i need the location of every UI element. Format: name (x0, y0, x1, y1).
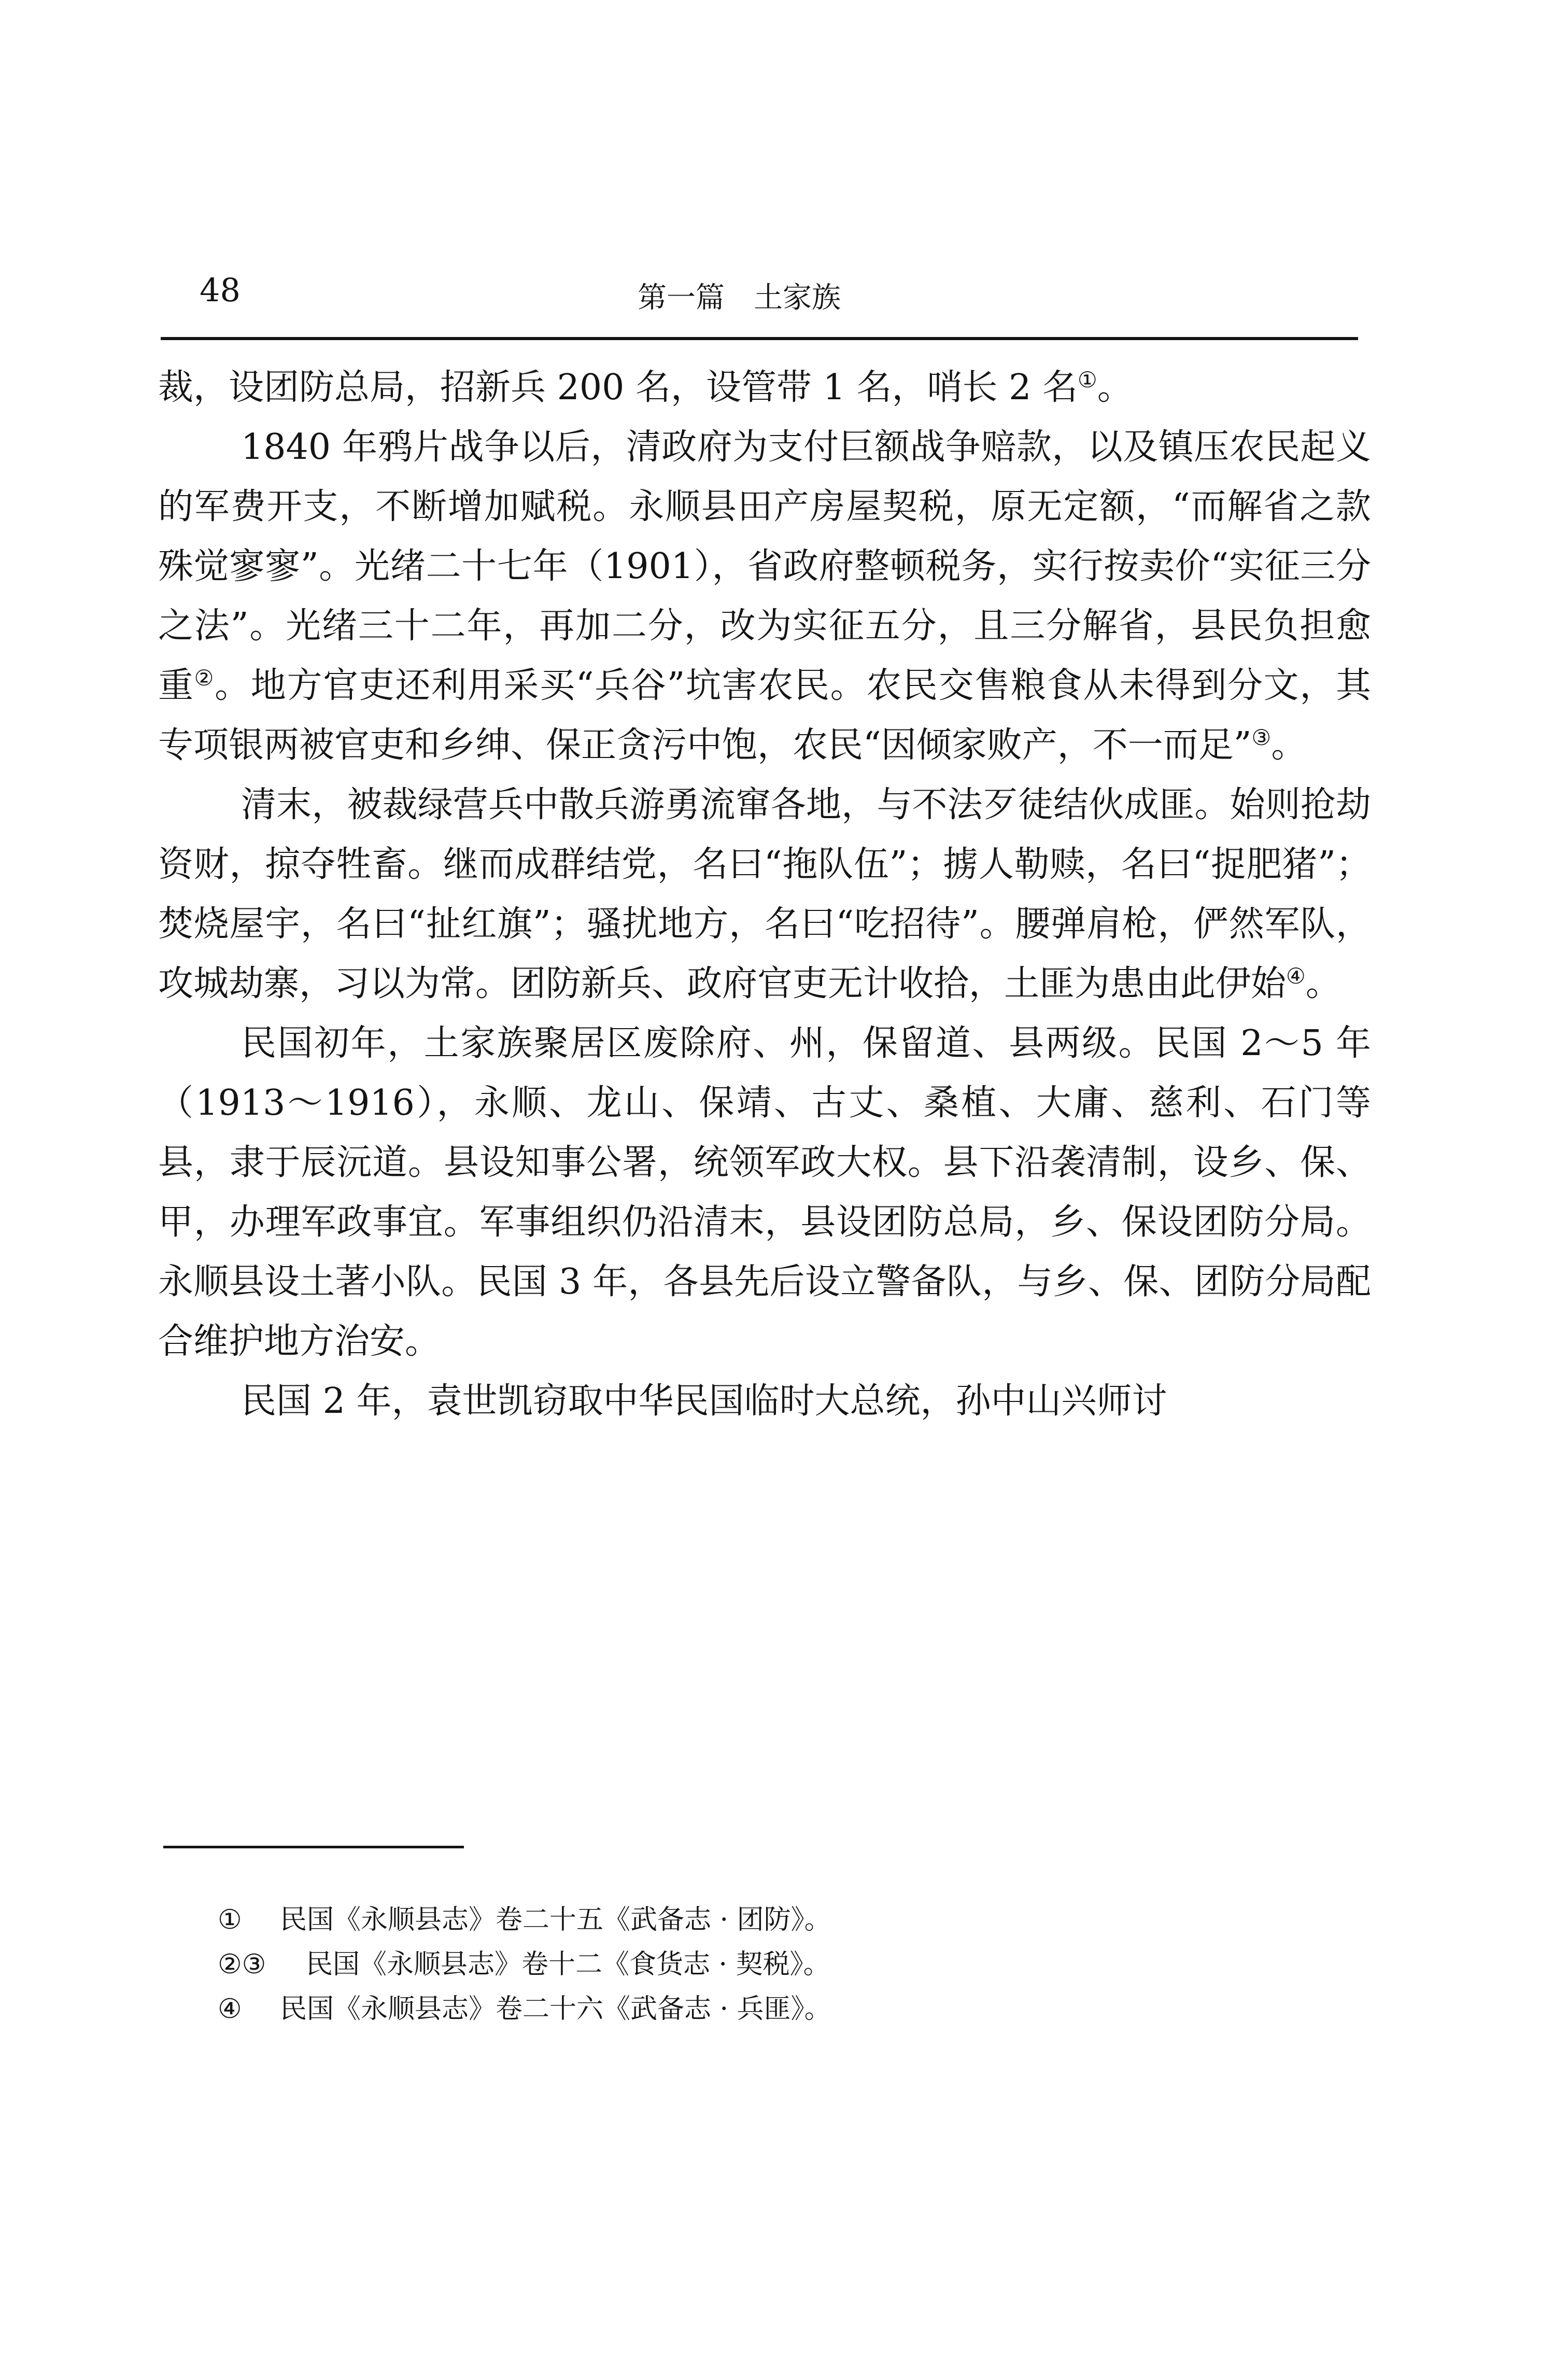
page-number: 48 (200, 271, 241, 309)
footnote (218, 1987, 1306, 2031)
footnote (218, 1942, 1306, 1987)
body-text (158, 358, 1371, 1431)
footnote-ref-3: ③ (1251, 724, 1272, 750)
footnote-text: 民国《永顺县志》卷十二《食货志 · 契税》。 (306, 1949, 830, 1980)
paragraph-1-text: 裁，设团防总局，招新兵 200 名，设管带 1 名，哨长 2 名 (158, 367, 1078, 408)
paragraph-2-text-a: 1840 年鸦片战争以后，清政府为支付巨额战争赔款，以及镇压农民起义的军费开支，不断增加赋税。永顺县田产房屋契税，原无定额，“而解省之款殊觉寥寥”。光绪二十七年（1901），省政府整顿税务，实行按卖价“实征三分之法”。光绪三十二年，再加二分，改为实征五分，且三分解省，县民负担愈重 (158, 427, 1371, 706)
paragraph-4: 民国初年，土家族聚居区废除府、州，保留道、县两级。民国 2～5 年（1913～1916），永顺、龙山、保靖、古丈、桑植、大庸、慈利、石门等县，隶于辰沅道。县设知事公署，统领军政大权。县下沿袭清制，设乡、保、甲，办理军政事宜。军事组织仍沿清末，县设团防总局，乡、保设团防分局。永顺县设土著小队。民国 3 年，各县先后设立警备队，与乡、保、团防分局配合维护地方治安。 (158, 1023, 1371, 1362)
paragraph-1-end: 。 (1097, 367, 1133, 408)
paragraph-2 (158, 417, 1371, 775)
header-rule (161, 337, 1358, 340)
footnote-mark: ④ (218, 1994, 242, 2025)
paragraph-2-text-b: 。地方官吏还利用采买“兵谷”坑害农民。农民交售粮食从未得到分文，其专项银两被官吏和乡绅、保正贪污中饱，农民“因倾家败产，不一而足” (158, 665, 1371, 766)
footnote-ref-2: ② (194, 665, 215, 691)
paragraph-2-end: 。 (1271, 725, 1307, 766)
footnote-mark: ②③ (218, 1949, 266, 1980)
footnote-ref-4: ④ (1286, 963, 1306, 989)
footnote-ref-1: ① (1078, 367, 1097, 392)
paragraph-3-text: 清末，被裁绿营兵中散兵游勇流窜各地，与不法歹徒结伙成匪。始则抢劫资财，掠夺牲畜。继而成群结党，名曰“拖队伍”；掳人勒赎，名曰“捉肥猪”；焚烧屋宇，名曰“扯红旗”；骚扰地方，名曰“吃招待”。腰弹肩枪，俨然军队，攻城劫寨，习以为常。团防新兵、政府官吏无计收拾，土匪为患由此伊始 (158, 784, 1371, 1004)
footnote (218, 1898, 1306, 1942)
footnote-rule (163, 1846, 464, 1848)
paragraph-3 (158, 775, 1371, 1014)
paragraph-5: 民国 2 年，袁世凯窃取中华民国临时大总统，孙中山兴师讨 (241, 1381, 1167, 1422)
footnotes (218, 1898, 1306, 2031)
paragraph-1 (158, 358, 1371, 417)
footnote-text: 民国《永顺县志》卷二十六《武备志 · 兵匪》。 (280, 1994, 831, 2025)
footnote-text: 民国《永顺县志》卷二十五《武备志 · 团防》。 (280, 1904, 831, 1935)
footnote-mark: ① (218, 1904, 242, 1935)
paragraph-3-end: 。 (1305, 963, 1341, 1004)
running-header: 第一篇 土家族 (638, 281, 841, 315)
